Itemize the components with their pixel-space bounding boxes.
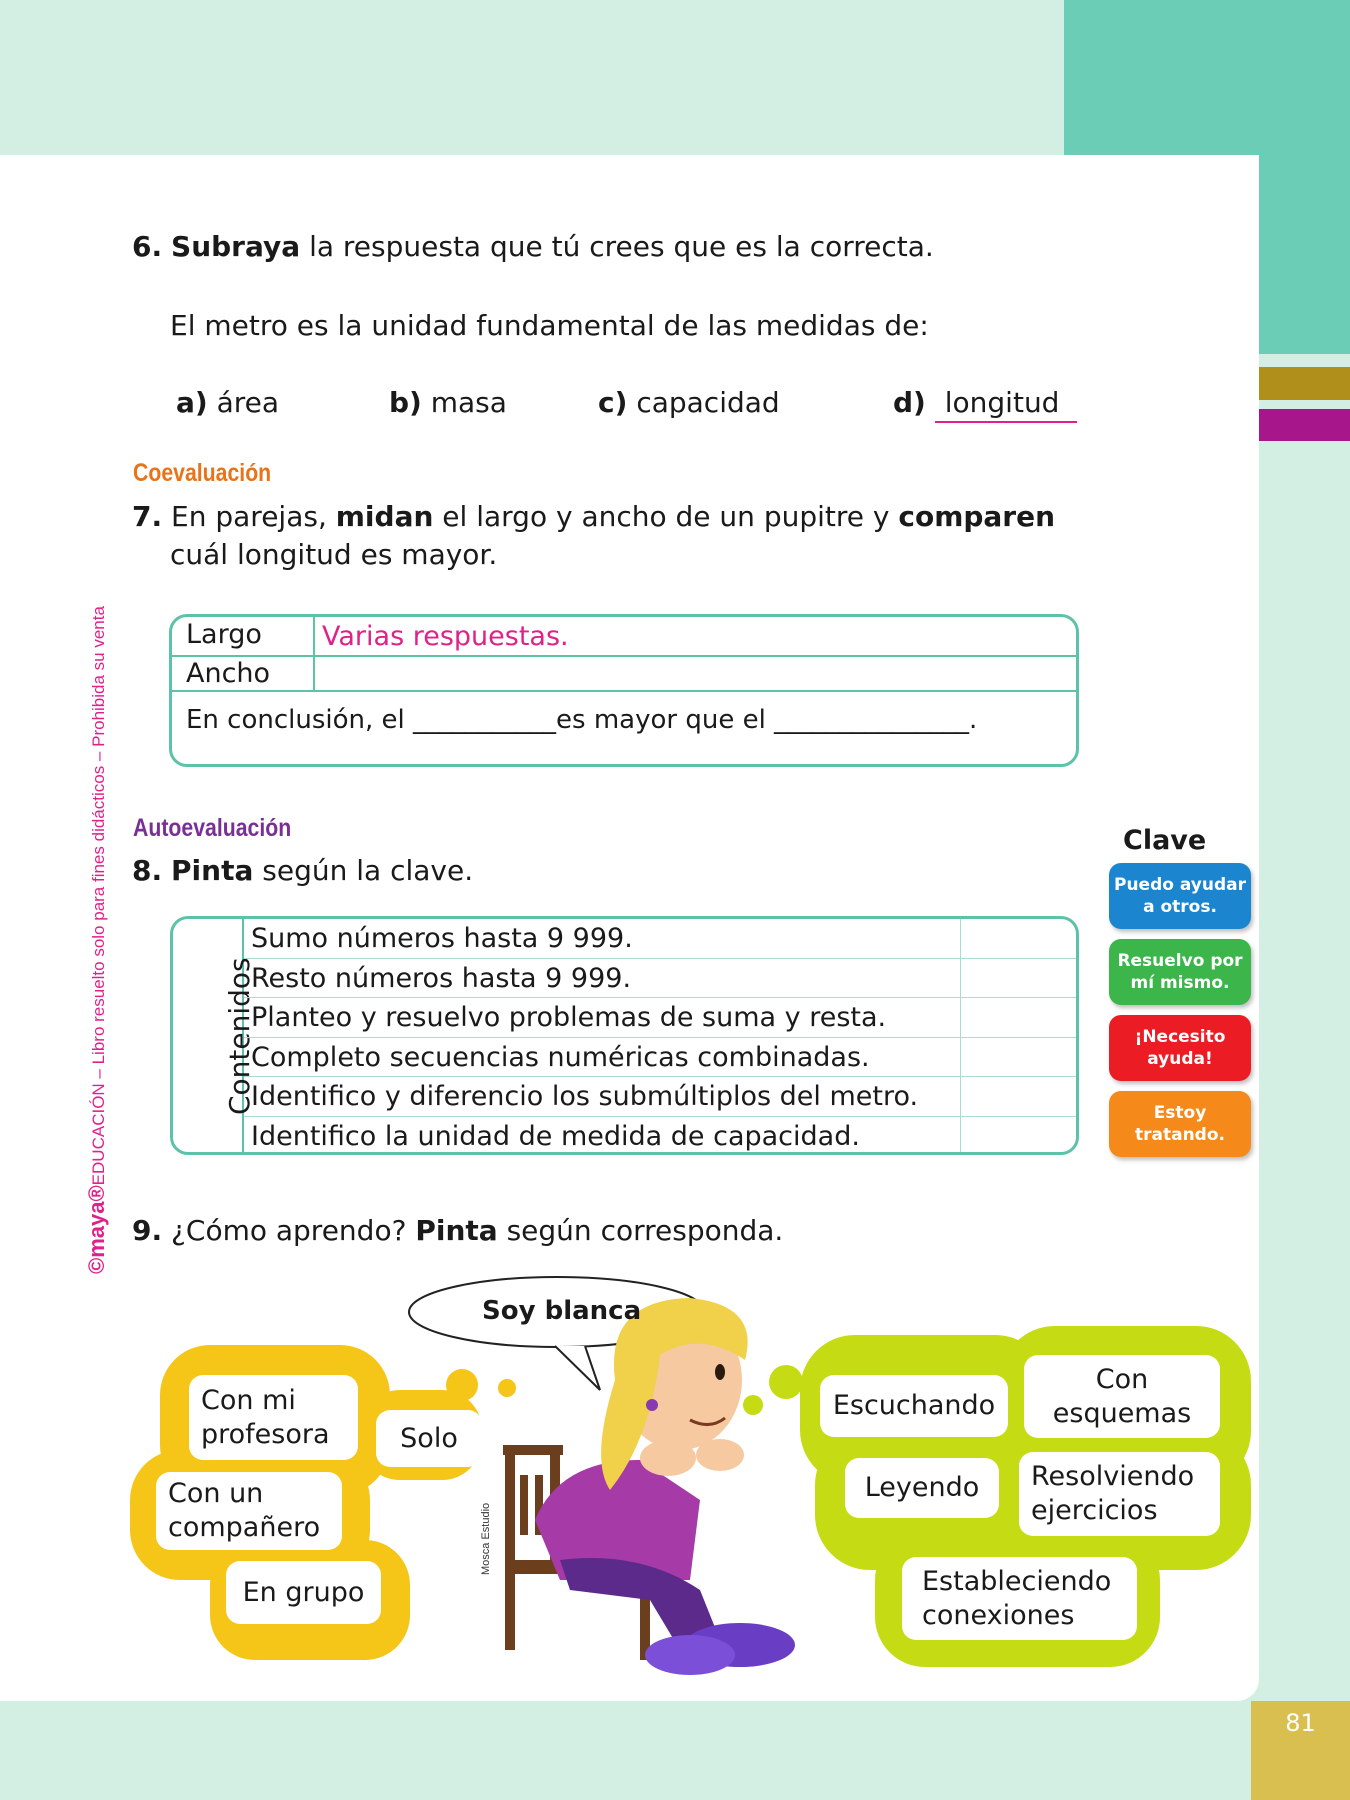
- speech-text: Soy blanca: [482, 1296, 642, 1326]
- q7-line2: cuál longitud es mayor.: [170, 538, 498, 571]
- table-row[interactable]: Sumo números hasta 9 999.: [244, 919, 1076, 959]
- table-row[interactable]: Identifico y diferencio los submúltiplos del metro.: [244, 1077, 1076, 1117]
- self-assessment-table: [170, 916, 1079, 1155]
- option-c[interactable]: c) capacidad: [598, 386, 780, 419]
- table-row[interactable]: Planteo y resuelvo problemas de suma y resta.: [244, 998, 1076, 1038]
- page-number: 81: [1251, 1701, 1350, 1800]
- row-ancho: [172, 657, 1076, 692]
- olive-stripe: [1259, 367, 1350, 400]
- option-con-esquemas[interactable]: Con esquemas: [1024, 1355, 1220, 1438]
- option-en-grupo[interactable]: En grupo: [226, 1561, 381, 1624]
- table-row[interactable]: Completo secuencias numéricas combinadas.: [244, 1038, 1076, 1078]
- illustration-credit: Mosca Estudio: [480, 1502, 492, 1575]
- question-7: 7. En parejas, midan el largo y ancho de un pupitre y comparen: [132, 500, 1056, 533]
- option-con-un-companero[interactable]: Con un compañero: [156, 1472, 342, 1550]
- option-resolviendo-ejercicios[interactable]: Resolviendo ejercicios: [1019, 1452, 1220, 1536]
- magenta-stripe: [1259, 409, 1350, 441]
- measure-table: [169, 614, 1079, 767]
- key-by-myself: Resuelvo por mí mismo.: [1109, 939, 1251, 1005]
- q-verb: Subraya: [171, 230, 301, 263]
- row-largo: [172, 617, 1076, 657]
- label-largo: Largo: [172, 617, 315, 655]
- table-row[interactable]: Resto números hasta 9 999.: [244, 959, 1076, 999]
- table-row[interactable]: Identifico la unidad de medida de capacidad.: [251, 1120, 860, 1152]
- largo-value[interactable]: Varias respuestas.: [322, 621, 569, 652]
- option-solo[interactable]: Solo: [376, 1410, 482, 1467]
- watermark-text: EDUCACIÓN – Libro resuelto solo para fines didácticos – Prohibida su venta: [89, 606, 108, 1186]
- q6-prompt: El metro es la unidad fundamental de las medidas de:: [170, 309, 929, 342]
- option-a[interactable]: a) área: [176, 386, 280, 419]
- contenidos-label: Contenidos: [223, 957, 256, 1115]
- key-trying: Estoy tratando.: [1109, 1091, 1251, 1157]
- question-8: 8. Pinta según la clave.: [132, 854, 474, 887]
- key-title: Clave: [1123, 825, 1207, 856]
- key-need-help: ¡Necesito ayuda!: [1109, 1015, 1251, 1081]
- copyright-watermark: [84, 606, 110, 1274]
- selected-answer-underline: longitud: [935, 386, 1078, 423]
- girl-on-chair-illustration: [503, 1298, 795, 1675]
- option-con-mi-profesora[interactable]: Con mi profesora: [189, 1375, 358, 1460]
- option-escuchando[interactable]: Escuchando: [820, 1375, 1008, 1437]
- section-coevaluacion: Coevaluación: [133, 459, 272, 487]
- conclusion-sentence[interactable]: En conclusión, el ___________es mayor que el _______________.: [186, 705, 978, 735]
- key-can-help: Puedo ayudar a otros.: [1109, 863, 1251, 929]
- option-estableciendo-conexiones[interactable]: Estableciendo conexiones: [902, 1557, 1137, 1640]
- section-autoevaluacion: Autoevaluación: [133, 814, 292, 842]
- maya-logo: ©maya®: [84, 1185, 109, 1274]
- option-b[interactable]: b) masa: [389, 386, 507, 419]
- option-leyendo[interactable]: Leyendo: [845, 1458, 999, 1518]
- q-number: 6.: [132, 230, 163, 263]
- question-9: 9. ¿Cómo aprendo? Pinta según corresponda.: [132, 1214, 784, 1247]
- question-6: [132, 230, 934, 263]
- option-d[interactable]: d) longitud: [893, 386, 1077, 423]
- q-text: la respuesta que tú crees que es la correcta.: [300, 230, 934, 263]
- label-ancho: Ancho: [172, 657, 315, 690]
